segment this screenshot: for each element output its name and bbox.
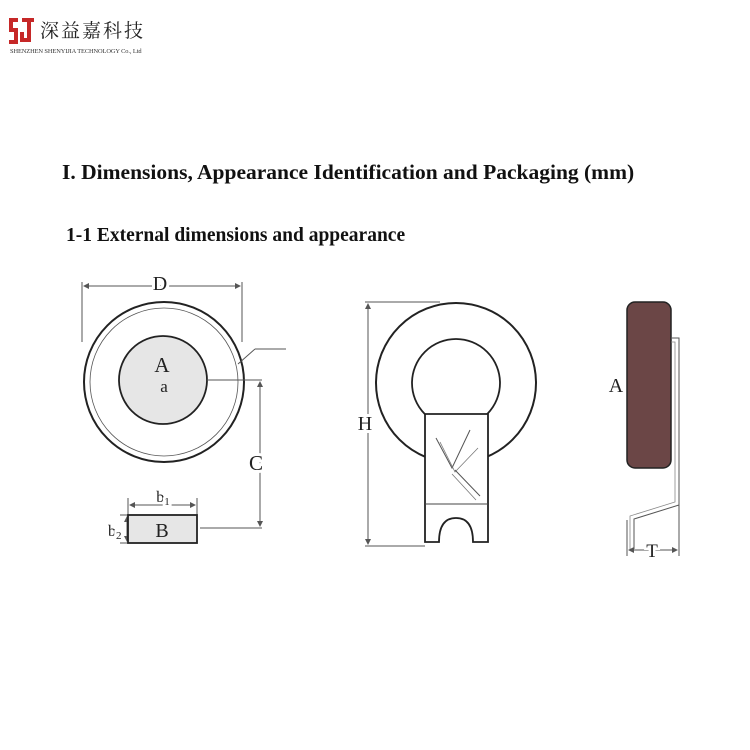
company-name-en: SHENZHEN SHENYIJIA TECHNOLOGY Co., Ltd bbox=[10, 48, 142, 55]
side-body bbox=[627, 302, 671, 468]
label-c: C bbox=[248, 451, 264, 475]
clip-body bbox=[425, 414, 488, 542]
subsection-heading: 1-1 External dimensions and appearance bbox=[66, 225, 406, 246]
label-d: D bbox=[152, 273, 168, 295]
company-name-cn: 深益嘉科技 bbox=[40, 20, 146, 42]
label-b1: b1 bbox=[156, 489, 170, 508]
label-h: H bbox=[357, 413, 373, 435]
label-a-upper: A bbox=[154, 353, 170, 377]
label-b: B bbox=[155, 520, 169, 542]
label-b2: b2 bbox=[108, 523, 122, 542]
side-view bbox=[609, 302, 679, 562]
section-heading: I. Dimensions, Appearance Identification and Packaging (mm) bbox=[62, 160, 635, 184]
front-view bbox=[82, 273, 286, 543]
label-a-side: A bbox=[608, 375, 624, 397]
middle-view bbox=[358, 302, 536, 546]
label-t: T bbox=[646, 541, 658, 562]
label-a-lower: a bbox=[160, 377, 168, 396]
